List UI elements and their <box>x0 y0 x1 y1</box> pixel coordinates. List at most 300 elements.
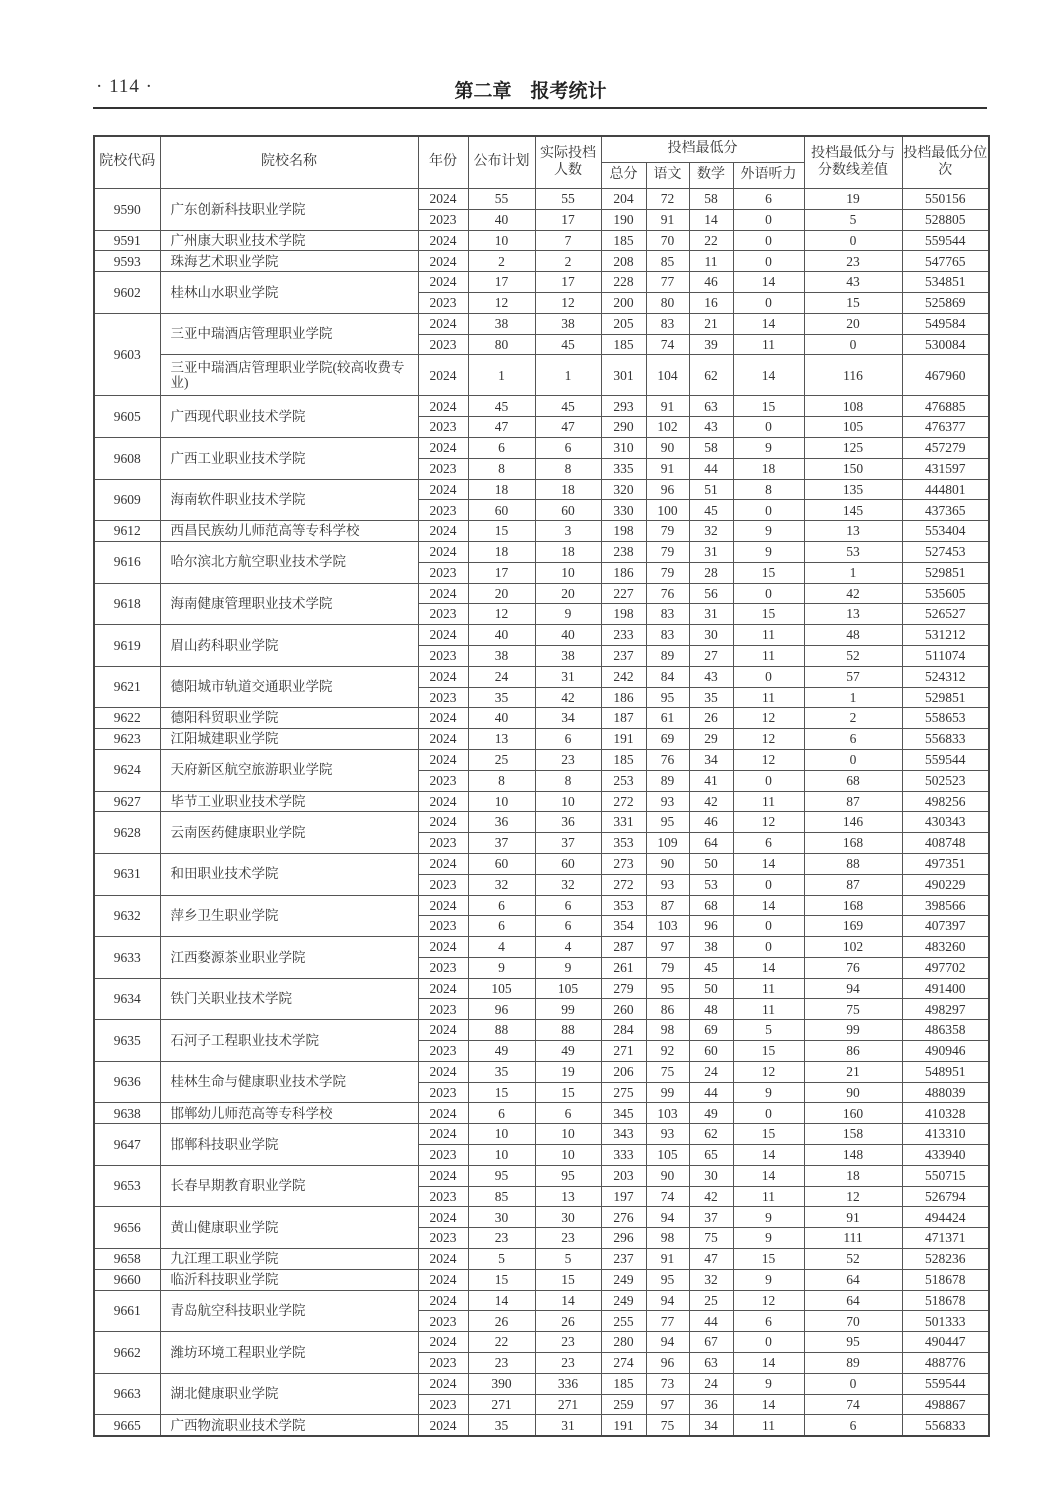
cell-year: 2024 <box>418 937 468 958</box>
cell-plan: 18 <box>468 541 535 562</box>
cell-rank: 486358 <box>902 1020 989 1041</box>
cell-year: 2023 <box>418 458 468 479</box>
school-name: 海南健康管理职业技术学院 <box>160 583 418 625</box>
cell-rank: 548951 <box>902 1061 989 1082</box>
cell-diff: 95 <box>804 1332 902 1353</box>
school-name: 江西婺源茶业职业学院 <box>160 937 418 979</box>
cell-total: 197 <box>601 1186 646 1207</box>
cell-diff: 13 <box>804 521 902 542</box>
cell-chinese: 90 <box>646 1165 689 1186</box>
cell-actual: 38 <box>535 313 601 334</box>
cell-year: 2023 <box>418 1353 468 1374</box>
cell-year: 2024 <box>418 521 468 542</box>
cell-foreign: 15 <box>733 562 804 583</box>
cell-math: 65 <box>689 1145 733 1166</box>
school-name: 邯郸幼儿师范高等专科学校 <box>160 1103 418 1124</box>
cell-diff: 15 <box>804 292 902 313</box>
cell-year: 2024 <box>418 1020 468 1041</box>
cell-math: 34 <box>689 1415 733 1436</box>
cell-total: 296 <box>601 1228 646 1249</box>
cell-rank: 410328 <box>902 1103 989 1124</box>
cell-foreign: 15 <box>733 604 804 625</box>
cell-total: 206 <box>601 1061 646 1082</box>
cell-year: 2024 <box>418 541 468 562</box>
cell-foreign: 12 <box>733 708 804 729</box>
cell-foreign: 6 <box>733 189 804 210</box>
cell-diff: 108 <box>804 396 902 417</box>
cell-total: 330 <box>601 500 646 521</box>
school-name: 铁门关职业技术学院 <box>160 978 418 1020</box>
cell-total: 333 <box>601 1145 646 1166</box>
cell-rank: 457279 <box>902 437 989 458</box>
cell-rank: 491400 <box>902 978 989 999</box>
cell-diff: 116 <box>804 355 902 396</box>
cell-actual: 23 <box>535 1228 601 1249</box>
table-row <box>94 230 989 251</box>
cell-year: 2024 <box>418 978 468 999</box>
cell-total: 203 <box>601 1165 646 1186</box>
cell-plan: 35 <box>468 1415 535 1436</box>
cell-foreign: 0 <box>733 500 804 521</box>
cell-total: 301 <box>601 355 646 396</box>
cell-diff: 89 <box>804 1353 902 1374</box>
cell-rank: 490229 <box>902 874 989 895</box>
cell-total: 237 <box>601 645 646 666</box>
cell-math: 45 <box>689 957 733 978</box>
cell-year: 2024 <box>418 1269 468 1290</box>
cell-total: 310 <box>601 437 646 458</box>
table-row <box>94 189 989 210</box>
cell-total: 242 <box>601 666 646 687</box>
cell-foreign: 11 <box>733 1415 804 1436</box>
cell-foreign: 11 <box>733 645 804 666</box>
cell-plan: 13 <box>468 729 535 750</box>
table-row <box>94 1415 989 1436</box>
cell-total: 274 <box>601 1353 646 1374</box>
cell-plan: 6 <box>468 1103 535 1124</box>
cell-year: 2023 <box>418 417 468 438</box>
school-code: 9624 <box>94 749 160 791</box>
page-number: · 114 · <box>96 76 153 97</box>
cell-diff: 135 <box>804 479 902 500</box>
cell-diff: 18 <box>804 1165 902 1186</box>
cell-plan: 2 <box>468 251 535 272</box>
cell-rank: 529851 <box>902 687 989 708</box>
cell-total: 260 <box>601 999 646 1020</box>
cell-total: 276 <box>601 1207 646 1228</box>
cell-year: 2024 <box>418 583 468 604</box>
cell-actual: 23 <box>535 1332 601 1353</box>
school-code: 9627 <box>94 791 160 812</box>
cell-actual: 336 <box>535 1373 601 1394</box>
cell-math: 42 <box>689 1186 733 1207</box>
cell-plan: 60 <box>468 500 535 521</box>
school-name: 邯郸科技职业学院 <box>160 1124 418 1166</box>
cell-actual: 6 <box>535 916 601 937</box>
cell-actual: 15 <box>535 1269 601 1290</box>
cell-math: 46 <box>689 812 733 833</box>
cell-total: 290 <box>601 417 646 438</box>
header-total: 总分 <box>601 163 646 189</box>
cell-year: 2023 <box>418 874 468 895</box>
cell-foreign: 14 <box>733 355 804 396</box>
cell-diff: 99 <box>804 1020 902 1041</box>
cell-plan: 17 <box>468 562 535 583</box>
cell-actual: 19 <box>535 1061 601 1082</box>
cell-chinese: 100 <box>646 500 689 521</box>
cell-rank: 408748 <box>902 833 989 854</box>
cell-foreign: 14 <box>733 272 804 293</box>
cell-total: 320 <box>601 479 646 500</box>
cell-chinese: 79 <box>646 957 689 978</box>
cell-rank: 529851 <box>902 562 989 583</box>
cell-total: 190 <box>601 209 646 230</box>
cell-plan: 30 <box>468 1207 535 1228</box>
cell-chinese: 91 <box>646 1249 689 1270</box>
cell-actual: 17 <box>535 272 601 293</box>
cell-plan: 8 <box>468 770 535 791</box>
cell-plan: 38 <box>468 645 535 666</box>
table-row <box>94 1061 989 1082</box>
cell-plan: 37 <box>468 833 535 854</box>
cell-math: 41 <box>689 770 733 791</box>
table-row <box>94 1332 989 1353</box>
cell-plan: 6 <box>468 437 535 458</box>
cell-chinese: 76 <box>646 583 689 604</box>
cell-year: 2024 <box>418 1103 468 1124</box>
table-row <box>94 583 989 604</box>
cell-plan: 49 <box>468 1041 535 1062</box>
cell-math: 51 <box>689 479 733 500</box>
cell-rank: 488039 <box>902 1082 989 1103</box>
table-row <box>94 396 989 417</box>
cell-year: 2024 <box>418 1290 468 1311</box>
cell-foreign: 15 <box>733 1249 804 1270</box>
cell-foreign: 12 <box>733 729 804 750</box>
cell-chinese: 89 <box>646 645 689 666</box>
school-name: 广西工业职业技术学院 <box>160 437 418 479</box>
school-name: 三亚中瑞酒店管理职业学院 <box>160 313 418 355</box>
cell-foreign: 15 <box>733 1124 804 1145</box>
header-code: 院校代码 <box>94 136 160 189</box>
school-code: 9658 <box>94 1249 160 1270</box>
cell-total: 249 <box>601 1290 646 1311</box>
cell-actual: 7 <box>535 230 601 251</box>
cell-actual: 6 <box>535 1103 601 1124</box>
cell-diff: 146 <box>804 812 902 833</box>
cell-math: 62 <box>689 1124 733 1145</box>
cell-year: 2024 <box>418 1415 468 1436</box>
cell-actual: 45 <box>535 396 601 417</box>
school-name: 九江理工职业学院 <box>160 1249 418 1270</box>
cell-chinese: 99 <box>646 1082 689 1103</box>
school-name: 西昌民族幼儿师范高等专科学校 <box>160 521 418 542</box>
cell-math: 11 <box>689 251 733 272</box>
school-code: 9623 <box>94 729 160 750</box>
cell-math: 63 <box>689 1353 733 1374</box>
cell-rank: 497702 <box>902 957 989 978</box>
school-code: 9603 <box>94 313 160 396</box>
cell-chinese: 72 <box>646 189 689 210</box>
cell-actual: 10 <box>535 562 601 583</box>
cell-chinese: 80 <box>646 292 689 313</box>
cell-plan: 20 <box>468 583 535 604</box>
school-name: 珠海艺术职业学院 <box>160 251 418 272</box>
table-row <box>94 313 989 334</box>
header-name: 院校名称 <box>160 136 418 189</box>
cell-foreign: 14 <box>733 1165 804 1186</box>
cell-chinese: 94 <box>646 1207 689 1228</box>
cell-total: 293 <box>601 396 646 417</box>
cell-math: 44 <box>689 1311 733 1332</box>
cell-total: 271 <box>601 1041 646 1062</box>
cell-total: 249 <box>601 1269 646 1290</box>
cell-diff: 76 <box>804 957 902 978</box>
cell-plan: 12 <box>468 604 535 625</box>
table-row <box>94 749 989 770</box>
table-row <box>94 1207 989 1228</box>
cell-diff: 160 <box>804 1103 902 1124</box>
cell-chinese: 109 <box>646 833 689 854</box>
cell-total: 343 <box>601 1124 646 1145</box>
cell-math: 24 <box>689 1373 733 1394</box>
cell-foreign: 0 <box>733 916 804 937</box>
cell-actual: 55 <box>535 189 601 210</box>
cell-rank: 398566 <box>902 895 989 916</box>
cell-actual: 31 <box>535 1415 601 1436</box>
cell-total: 353 <box>601 833 646 854</box>
school-name: 潍坊环境工程职业学院 <box>160 1332 418 1374</box>
cell-rank: 467960 <box>902 355 989 396</box>
cell-rank: 518678 <box>902 1290 989 1311</box>
school-code: 9635 <box>94 1020 160 1062</box>
cell-year: 2024 <box>418 479 468 500</box>
cell-math: 96 <box>689 916 733 937</box>
school-code: 9656 <box>94 1207 160 1249</box>
cell-chinese: 93 <box>646 1124 689 1145</box>
cell-actual: 36 <box>535 812 601 833</box>
school-name: 哈尔滨北方航空职业技术学院 <box>160 541 418 583</box>
cell-year: 2024 <box>418 853 468 874</box>
header-diff: 投档最低分与分数线差值 <box>804 136 902 189</box>
cell-rank: 476377 <box>902 417 989 438</box>
cell-math: 32 <box>689 1269 733 1290</box>
cell-diff: 94 <box>804 978 902 999</box>
cell-chinese: 91 <box>646 396 689 417</box>
cell-chinese: 95 <box>646 978 689 999</box>
cell-year: 2024 <box>418 230 468 251</box>
header-actual: 实际投档人数 <box>535 136 601 189</box>
cell-diff: 0 <box>804 334 902 355</box>
school-code: 9605 <box>94 396 160 438</box>
cell-math: 64 <box>689 833 733 854</box>
cell-foreign: 0 <box>733 770 804 791</box>
cell-total: 198 <box>601 521 646 542</box>
table-row <box>94 541 989 562</box>
school-code: 9593 <box>94 251 160 272</box>
cell-chinese: 91 <box>646 458 689 479</box>
cell-chinese: 97 <box>646 1394 689 1415</box>
cell-math: 43 <box>689 417 733 438</box>
cell-foreign: 0 <box>733 209 804 230</box>
cell-plan: 23 <box>468 1353 535 1374</box>
cell-rank: 490946 <box>902 1041 989 1062</box>
cell-math: 26 <box>689 708 733 729</box>
cell-math: 63 <box>689 396 733 417</box>
cell-plan: 60 <box>468 853 535 874</box>
cell-foreign: 11 <box>733 687 804 708</box>
cell-foreign: 14 <box>733 895 804 916</box>
cell-actual: 23 <box>535 1353 601 1374</box>
cell-actual: 5 <box>535 1249 601 1270</box>
cell-actual: 8 <box>535 770 601 791</box>
cell-diff: 158 <box>804 1124 902 1145</box>
cell-math: 60 <box>689 1041 733 1062</box>
cell-chinese: 69 <box>646 729 689 750</box>
cell-plan: 271 <box>468 1394 535 1415</box>
school-code: 9619 <box>94 625 160 667</box>
cell-year: 2023 <box>418 562 468 583</box>
cell-foreign: 9 <box>733 1373 804 1394</box>
cell-math: 69 <box>689 1020 733 1041</box>
cell-foreign: 0 <box>733 417 804 438</box>
cell-plan: 17 <box>468 272 535 293</box>
table-row <box>94 479 989 500</box>
cell-chinese: 87 <box>646 895 689 916</box>
cell-chinese: 84 <box>646 666 689 687</box>
cell-rank: 437365 <box>902 500 989 521</box>
table-row <box>94 937 989 958</box>
cell-plan: 35 <box>468 1061 535 1082</box>
school-code: 9660 <box>94 1269 160 1290</box>
cell-rank: 483260 <box>902 937 989 958</box>
header-chinese: 语文 <box>646 163 689 189</box>
cell-math: 48 <box>689 999 733 1020</box>
table-row <box>94 355 989 396</box>
cell-year: 2023 <box>418 833 468 854</box>
cell-year: 2024 <box>418 1061 468 1082</box>
cell-actual: 60 <box>535 853 601 874</box>
school-name: 石河子工程职业技术学院 <box>160 1020 418 1062</box>
cell-plan: 24 <box>468 666 535 687</box>
cell-rank: 490447 <box>902 1332 989 1353</box>
cell-plan: 15 <box>468 1082 535 1103</box>
school-code: 9609 <box>94 479 160 521</box>
cell-rank: 550156 <box>902 189 989 210</box>
table-row <box>94 978 989 999</box>
cell-diff: 21 <box>804 1061 902 1082</box>
cell-diff: 6 <box>804 1415 902 1436</box>
cell-foreign: 0 <box>733 874 804 895</box>
cell-chinese: 70 <box>646 230 689 251</box>
cell-chinese: 75 <box>646 1415 689 1436</box>
cell-plan: 45 <box>468 396 535 417</box>
cell-rank: 444801 <box>902 479 989 500</box>
cell-foreign: 0 <box>733 1103 804 1124</box>
cell-year: 2024 <box>418 708 468 729</box>
cell-math: 31 <box>689 541 733 562</box>
cell-rank: 558653 <box>902 708 989 729</box>
school-name: 毕节工业职业技术学院 <box>160 791 418 812</box>
cell-total: 237 <box>601 1249 646 1270</box>
cell-rank: 530084 <box>902 334 989 355</box>
cell-year: 2023 <box>418 1228 468 1249</box>
cell-diff: 52 <box>804 1249 902 1270</box>
cell-year: 2023 <box>418 334 468 355</box>
cell-diff: 111 <box>804 1228 902 1249</box>
cell-plan: 40 <box>468 625 535 646</box>
cell-diff: 169 <box>804 916 902 937</box>
cell-plan: 95 <box>468 1165 535 1186</box>
cell-math: 53 <box>689 874 733 895</box>
cell-total: 191 <box>601 729 646 750</box>
cell-total: 272 <box>601 791 646 812</box>
cell-chinese: 92 <box>646 1041 689 1062</box>
school-name: 广东创新科技职业学院 <box>160 189 418 231</box>
table-row <box>94 708 989 729</box>
cell-chinese: 91 <box>646 209 689 230</box>
school-name: 广西物流职业技术学院 <box>160 1415 418 1436</box>
cell-diff: 1 <box>804 687 902 708</box>
school-code: 9622 <box>94 708 160 729</box>
cell-plan: 1 <box>468 355 535 396</box>
header-rank: 投档最低分位次 <box>902 136 989 189</box>
cell-math: 16 <box>689 292 733 313</box>
cell-actual: 88 <box>535 1020 601 1041</box>
cell-rank: 528805 <box>902 209 989 230</box>
cell-rank: 534851 <box>902 272 989 293</box>
cell-math: 42 <box>689 791 733 812</box>
cell-actual: 23 <box>535 749 601 770</box>
cell-year: 2023 <box>418 957 468 978</box>
cell-actual: 20 <box>535 583 601 604</box>
cell-diff: 74 <box>804 1394 902 1415</box>
cell-diff: 168 <box>804 833 902 854</box>
cell-actual: 18 <box>535 479 601 500</box>
header-min-score: 投档最低分 <box>601 136 804 163</box>
cell-chinese: 97 <box>646 937 689 958</box>
cell-diff: 12 <box>804 1186 902 1207</box>
cell-year: 2023 <box>418 1186 468 1207</box>
cell-chinese: 104 <box>646 355 689 396</box>
cell-foreign: 9 <box>733 1269 804 1290</box>
cell-actual: 18 <box>535 541 601 562</box>
cell-plan: 85 <box>468 1186 535 1207</box>
cell-plan: 26 <box>468 1311 535 1332</box>
cell-year: 2024 <box>418 812 468 833</box>
cell-year: 2024 <box>418 1373 468 1394</box>
cell-plan: 25 <box>468 749 535 770</box>
table-row <box>94 1165 989 1186</box>
cell-diff: 75 <box>804 999 902 1020</box>
cell-total: 259 <box>601 1394 646 1415</box>
cell-foreign: 12 <box>733 1061 804 1082</box>
cell-rank: 550715 <box>902 1165 989 1186</box>
cell-math: 50 <box>689 978 733 999</box>
cell-math: 50 <box>689 853 733 874</box>
cell-diff: 90 <box>804 1082 902 1103</box>
school-name: 黄山健康职业学院 <box>160 1207 418 1249</box>
cell-rank: 498867 <box>902 1394 989 1415</box>
table-row <box>94 812 989 833</box>
cell-foreign: 18 <box>733 458 804 479</box>
cell-chinese: 98 <box>646 1020 689 1041</box>
cell-math: 30 <box>689 1165 733 1186</box>
cell-chinese: 76 <box>646 749 689 770</box>
cell-chinese: 105 <box>646 1145 689 1166</box>
cell-foreign: 0 <box>733 666 804 687</box>
cell-rank: 431597 <box>902 458 989 479</box>
